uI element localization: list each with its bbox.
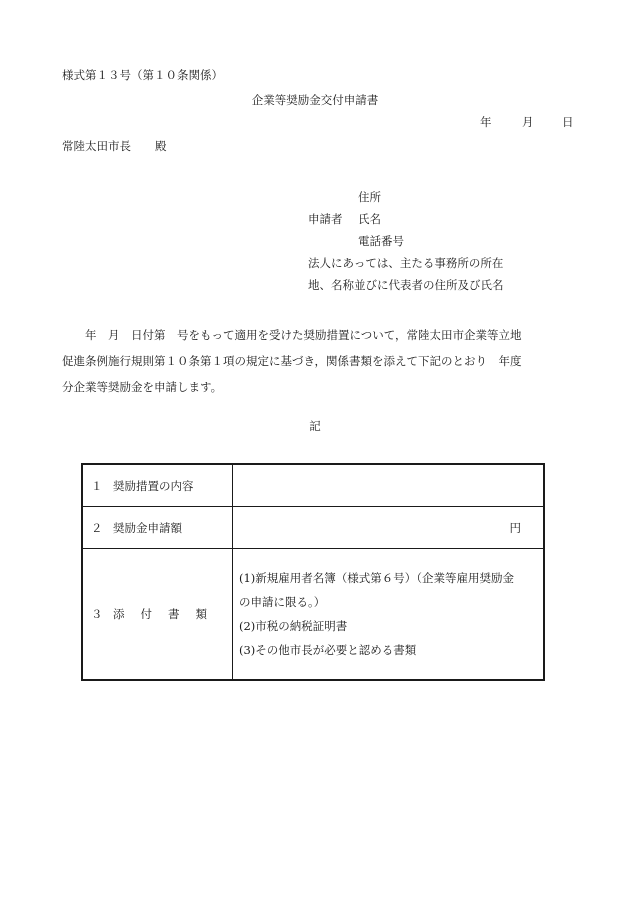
row3-label-char: 添 (113, 607, 125, 621)
addressee (62, 141, 167, 153)
amount-unit: 円 (509, 520, 521, 535)
address-label: 住所 (358, 190, 381, 204)
phone-row (308, 230, 504, 252)
items-table (81, 463, 545, 681)
date-month: 月 (522, 115, 534, 129)
form-number: 様式第１３号（第１０条関係） (62, 68, 223, 82)
table-row (82, 549, 544, 681)
attachment-item-2: (2)市税の納税証明書 (239, 619, 348, 633)
applicant-block (308, 186, 504, 296)
corporate-note-1: 法人にあっては、主たる事務所の所在 (308, 256, 504, 270)
date-year: 年 (480, 115, 492, 129)
row3-number: ３ (91, 607, 103, 621)
row3-value-cell (233, 549, 545, 681)
row1-label-cell (82, 464, 233, 507)
row1-label: 奨励措置の内容 (113, 478, 194, 493)
addressee-suffix: 殿 (155, 139, 167, 153)
row1-value-cell[interactable] (233, 464, 545, 507)
document-title: 企業等奨励金交付申請書 (251, 93, 379, 107)
ki-heading: 記 (309, 419, 321, 433)
attachment-item-1: (1)新規雇用者名簿（様式第６号）（企業等雇用奨励金 (239, 571, 515, 585)
body-line-2: 促進条例施行規則第１０条第１項の規定に基づき，関係書類を添えて下記のとおり 年度 (62, 354, 522, 368)
row3-label (113, 607, 223, 621)
corporate-note-2: 地、名称並びに代表者の住所及び氏名 (308, 278, 504, 292)
name-label: 氏名 (358, 212, 381, 226)
table-row (82, 464, 544, 507)
row3-label-char: 書 (168, 607, 180, 621)
body-text (62, 322, 572, 400)
row2-label-cell (82, 507, 233, 549)
date-line (480, 117, 574, 129)
phone-label: 電話番号 (358, 234, 404, 248)
row2-label: 奨励金申請額 (113, 520, 182, 535)
body-line-3: 分企業等奨励金を申請します。 (62, 380, 223, 394)
addressee-name: 常陸太田市長 (62, 139, 131, 153)
attachment-item-3: (3)その他市長が必要と認める書類 (239, 643, 417, 657)
name-row (308, 208, 504, 230)
row2-value-cell[interactable] (233, 507, 545, 549)
table-row (82, 507, 544, 549)
address-row (308, 186, 504, 208)
applicant-label: 申請者 (308, 212, 343, 226)
body-line-1: 年 月 日付第 号をもって適用を受けた奨励措置について，常陸太田市企業等立地 (62, 328, 522, 342)
row3-label-cell (82, 549, 233, 681)
row3-label-char: 類 (195, 607, 207, 621)
attachment-item-1-cont: の申請に限る。） (239, 595, 326, 609)
row2-number: ２ (91, 520, 103, 535)
row1-number: １ (91, 478, 103, 493)
row3-label-char: 付 (140, 607, 152, 621)
date-day: 日 (562, 115, 574, 129)
